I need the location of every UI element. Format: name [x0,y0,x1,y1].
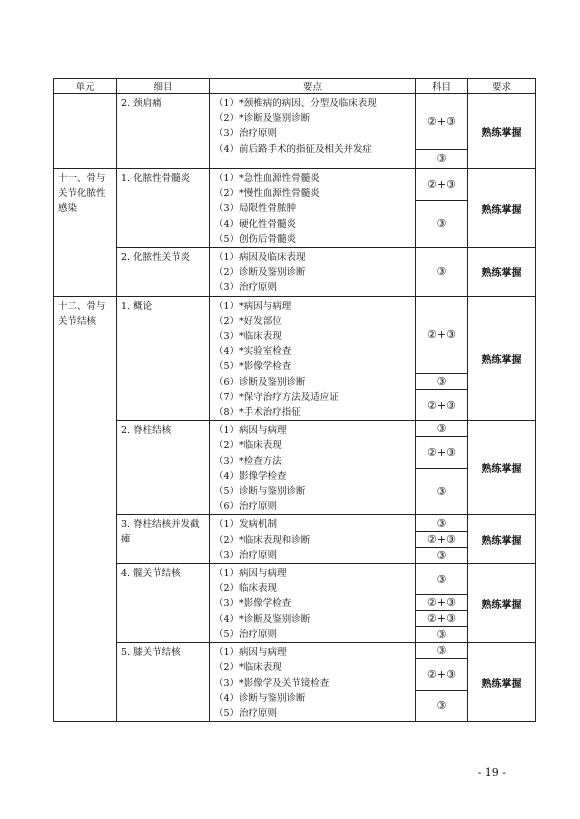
point-item: （2）*临床表现和诊断 [214,534,311,546]
points-cell [210,643,416,722]
point-item: （3）*影像学检查 [214,598,292,610]
subject-value: ③ [436,422,447,436]
point-item: （4）硬化性骨髓炎 [214,218,297,230]
point-item: （5）创伤后骨髓炎 [214,233,297,245]
subject-value: ③ [436,265,447,279]
points-cell [210,248,416,297]
subject-cell [416,169,468,248]
point-item: （3）局限性骨脓肿 [214,203,297,215]
sub-cell: 2. 化脓性关节炎 [117,248,210,297]
points-cell [210,515,416,564]
point-item: （5）*影像学检查 [214,361,292,373]
syllabus-table [53,78,536,722]
subject-value: ②+③ [416,610,467,626]
sub-cell: 1. 化脓性骨髓炎 [117,169,210,248]
subject-value: ③ [436,516,447,530]
header-unit: 单元 [54,79,117,94]
subject-value: ③ [416,373,467,389]
page-number: - 19 - [477,766,506,779]
point-item: （6）诊断及鉴别诊断 [214,376,306,388]
point-item: （2）临床表现 [214,583,278,595]
point-item: （8）*手术治疗指征 [214,407,301,419]
sub-cell: 4. 髋关节结核 [117,564,210,643]
header-requirement: 要求 [468,79,536,94]
subject-value: ③ [436,572,447,586]
requirement-cell: 熟练掌握 [468,296,536,421]
table-row [54,296,536,421]
unit-cell: 十二、骨与关节结核 [54,296,117,721]
sub-cell: 2. 脊柱结核 [117,421,210,515]
requirement-cell: 熟练掌握 [468,643,536,722]
table-row [54,169,536,248]
sub-cell: 5. 膝关节结核 [117,643,210,722]
unit-cell [54,94,117,169]
requirement-cell: 熟练掌握 [468,515,536,564]
point-item: （2）诊断及鉴别诊断 [214,267,306,279]
subject-cell [416,248,468,297]
subject-value: ③ [436,644,447,658]
subject-cell [416,564,468,643]
point-item: （5）诊断与鉴别诊断 [214,486,306,498]
point-item: （1）*急性血源性骨髓炎 [214,173,320,184]
points-cell [210,296,416,421]
sub-cell: 2. 颈肩痛 [117,94,210,169]
points-cell [210,421,416,515]
subject-value: ②+③ [416,436,467,467]
subject-cell [416,296,468,421]
point-item: （4）影像学检查 [214,470,287,482]
header-row [54,79,536,94]
point-item: （1）*颈椎病的病因、分型及临床表现 [214,98,377,109]
subject-value: ③ [416,547,467,563]
unit-cell: 十一、骨与关节化脓性感染 [54,169,117,297]
point-item: （4）诊断与鉴别诊断 [214,692,306,704]
point-item: （1）*病因与病理 [214,300,292,312]
point-item: （2）*好发部位 [214,315,282,327]
subject-cell [416,421,468,515]
header-subject: 科目 [416,79,468,94]
point-item: （2）*临床表现 [214,440,282,452]
point-item: （3）治疗原则 [214,128,278,140]
point-item: （7）*保守治疗方法及适应证 [214,391,339,403]
point-item: （3）治疗原则 [214,549,278,561]
points-cell [210,564,416,643]
subject-cell [416,643,468,722]
point-item: （1）病因与病理 [214,568,287,580]
requirement-cell: 熟练掌握 [468,94,536,169]
header-sub: 细目 [117,79,210,94]
subject-value: ②+③ [416,658,467,689]
point-item: （4）前后路手术的指征及相关并发症 [214,143,373,155]
table-row [54,94,536,169]
point-item: （1）病因与病理 [214,425,287,437]
subject-cell [416,94,468,169]
point-item: （3）*影像学及关节镜检查 [214,677,330,689]
point-item: （6）治疗原则 [214,501,278,513]
points-cell [210,94,416,169]
subject-value: ③ [416,690,467,721]
point-item: （3）*检查方法 [214,455,282,467]
table-row [54,515,536,564]
point-item: （5）治疗原则 [214,628,278,640]
point-item: （3）*临床表现 [214,331,282,343]
sub-cell: 1. 概论 [117,296,210,421]
table-row [54,421,536,515]
point-item: （2）*诊断及鉴别诊断 [214,113,311,125]
point-item: （4）*实验室检查 [214,346,292,358]
subject-value: ③ [416,626,467,642]
table-row [54,643,536,722]
table-row [54,564,536,643]
subject-cell [416,515,468,564]
subject-value: ②+③ [416,594,467,610]
point-item: （1）病因与病理 [214,647,287,659]
subject-value: ③ [416,468,467,515]
point-item: （4）*诊断及鉴别诊断 [214,613,311,625]
point-item: （3）治疗原则 [214,282,278,294]
point-item: （5）治疗原则 [214,707,278,719]
requirement-cell: 熟练掌握 [468,421,536,515]
subject-value: ②+③ [416,389,467,420]
subject-value: ②+③ [427,114,456,128]
requirement-cell: 熟练掌握 [468,169,536,248]
requirement-cell: 熟练掌握 [468,248,536,297]
point-item: （1）发病机制 [214,519,278,531]
subject-value: ③ [416,149,467,168]
point-item: （2）*临床表现 [214,662,282,674]
subject-value: ②+③ [416,531,467,547]
requirement-cell: 熟练掌握 [468,564,536,643]
sub-cell: 3. 脊柱结核并发截瘫 [117,515,210,564]
table-row [54,248,536,297]
point-item: （1）病因及临床表现 [214,252,306,264]
subject-value: ②+③ [427,328,456,342]
subject-value: ②+③ [427,177,456,191]
point-item: （2）*慢性血源性骨髓炎 [214,188,320,200]
subject-value: ③ [416,200,467,247]
points-cell [210,169,416,248]
header-points: 要点 [210,79,416,94]
